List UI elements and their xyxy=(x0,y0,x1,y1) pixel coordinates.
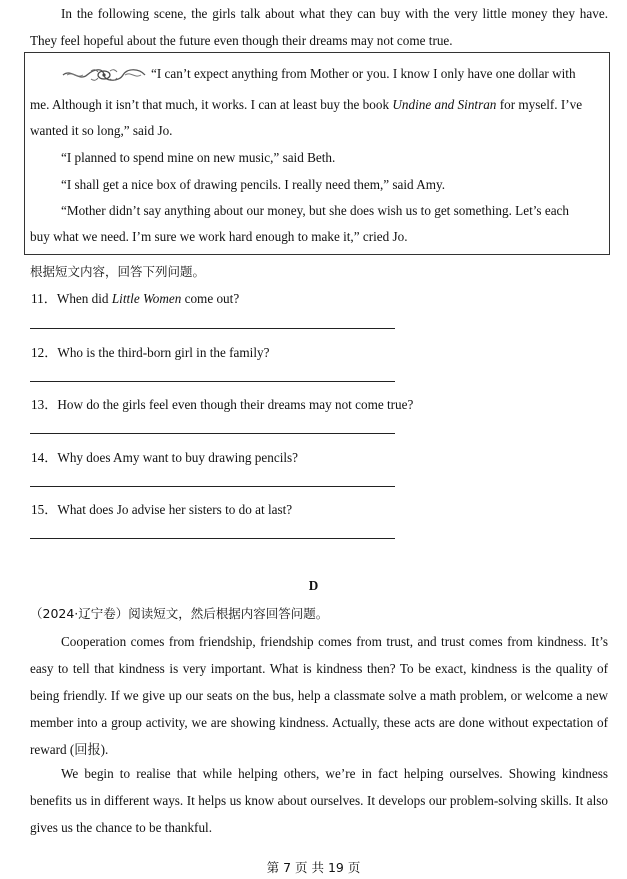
question-number: 11． xyxy=(31,291,57,306)
excerpt-line-4: “I planned to spend mine on new music,” said Beth. xyxy=(61,150,336,165)
section-heading: D xyxy=(308,578,319,593)
decorative-ornament-icon xyxy=(61,66,147,84)
answer-line-11[interactable] xyxy=(30,328,395,329)
question-number: 15． xyxy=(31,502,58,517)
excerpt-line-7: buy what we need. I’m sure we work hard enough to make it,” cried Jo. xyxy=(30,229,408,244)
question-number: 14． xyxy=(31,450,58,465)
section-d-paragraph-2: We begin to realise that while helping others, we’re in fact helping ourselves. Showing kindness benefits us in different ways. It helps us know about ourselves. It develops our problem-solving skills. It also gives us the chance to be thankful. xyxy=(30,766,608,835)
question-text: Who is the third-born girl in the family? xyxy=(57,345,270,360)
question-text: Why does Amy want to buy drawing pencils? xyxy=(57,450,299,465)
question-14 xyxy=(31,447,298,466)
intro-line-1: In the following scene, the girls talk about what they can buy with the very little money they have. xyxy=(61,6,608,21)
intro-paragraph xyxy=(30,0,608,54)
section-d-paragraph-1: Cooperation comes from friendship, friendship comes from trust, and trust comes from kindness. It’s easy to tell that kindness is very important. What is kindness then? To be exact, kindness is the quality of being friendly. If we give up our seats on the bus, help a classmate solve a math problem, or welcome a new member into a group activity, we are showing kindness. Actually, these acts are done without expectation of reward (回报). xyxy=(30,634,608,757)
question-text: When did xyxy=(56,291,112,306)
intro-line-2: They feel hopeful about the future even though their dreams may not come true. xyxy=(30,33,453,48)
excerpt-line-6: “Mother didn’t say anything about our money, but she does wish us to get something. Let’s each xyxy=(61,203,570,218)
answer-line-15[interactable] xyxy=(30,538,395,539)
question-15 xyxy=(31,499,292,518)
answer-line-12[interactable] xyxy=(30,381,395,382)
excerpt-line-2-b: for myself. I’ve xyxy=(496,97,583,112)
question-12 xyxy=(31,342,269,361)
question-text: What does Jo advise her sisters to do at last? xyxy=(57,502,293,517)
book-title: Undine and Sintran xyxy=(392,97,497,112)
question-11 xyxy=(31,288,239,307)
excerpt-line-3: wanted it so long,” said Jo. xyxy=(30,123,173,138)
question-italic: Little Women xyxy=(111,291,182,306)
instruction-text: 根据短文内容，回答下列问题。 xyxy=(30,264,206,279)
section-source: （2024·辽宁卷）阅读短文，然后根据内容回答问题。 xyxy=(30,606,329,621)
answer-line-13[interactable] xyxy=(30,433,395,434)
excerpt-line-2 xyxy=(30,97,582,113)
excerpt-line-1: “I can’t expect anything from Mother or you. I know I only have one dollar with xyxy=(151,66,576,81)
page-footer: 第 7 页 共 19 页 xyxy=(266,860,361,875)
excerpt-line-2-a: me. Although it isn’t that much, it works. I can at least buy the book xyxy=(30,97,393,112)
question-number: 13． xyxy=(31,397,58,412)
question-number: 12． xyxy=(31,345,58,360)
excerpt-line-5: “I shall get a nice box of drawing pencils. I really need them,” said Amy. xyxy=(61,177,446,192)
answer-line-14[interactable] xyxy=(30,486,395,487)
question-text-end: come out? xyxy=(181,291,240,306)
question-13 xyxy=(31,394,413,413)
question-text: How do the girls feel even though their dreams may not come true? xyxy=(57,397,414,412)
